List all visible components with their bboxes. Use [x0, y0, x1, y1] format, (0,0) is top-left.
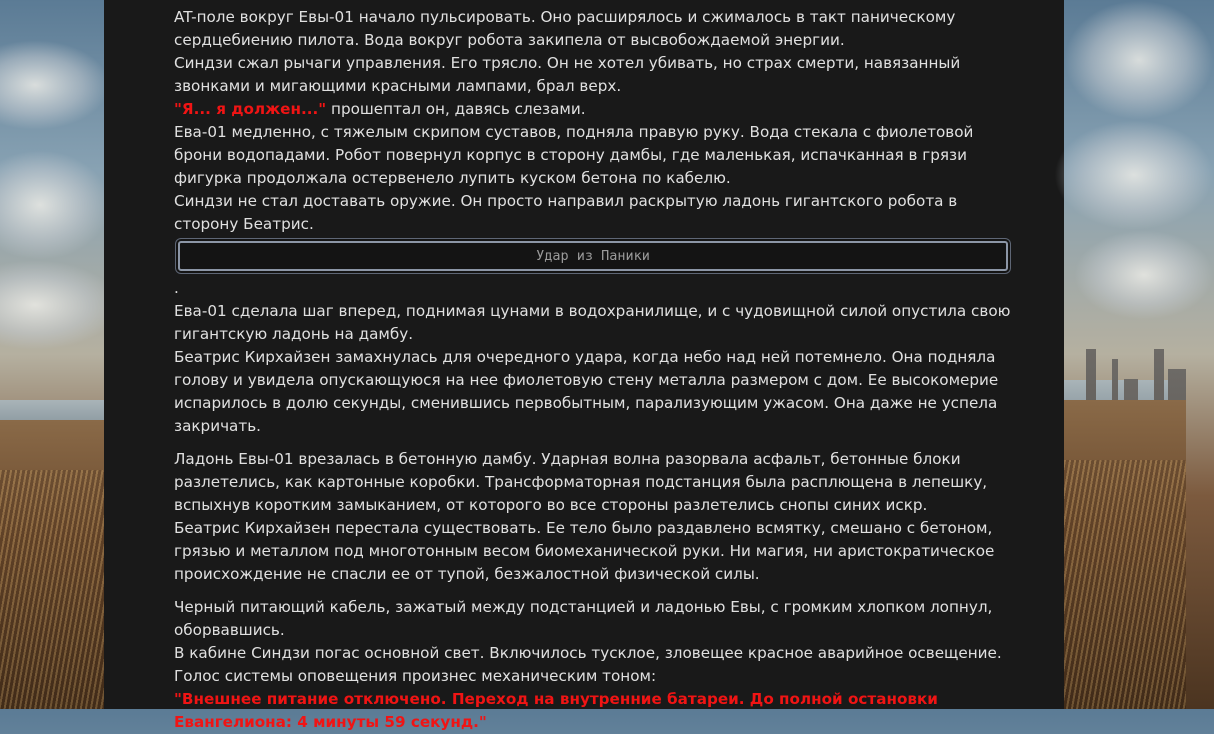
paragraph-gap	[174, 586, 1014, 596]
story-paragraph: Синдзи сжал рычаги управления. Его трясло. Он не хотел убивать, но страх смерти, навязанный звонками и мигающими красными лампами, брал верх.	[174, 54, 961, 95]
dialogue-line	[174, 98, 1014, 121]
system-announcement: "Внешнее питание отключено. Переход на внутренние батареи. До полной остановки Евангелиона: 4 минуты 59 секунд."	[174, 690, 938, 731]
story-paragraph: Беатрис Кирхайзен перестала существовать. Ее тело было раздавлено всмятку, смешано с бетоном, грязью и металлом под многотонным весом биомеханической руки. Ни магия, ни аристократическое происхождение не спасли ее от тупой, безжалостной физической силы.	[174, 519, 995, 583]
story-paragraph: Черный питающий кабель, зажатый между подстанцией и ладонью Евы, с громким хлопком лопнул, оборвавшись.	[174, 598, 993, 639]
story-paragraph: Беатрис Кирхайзен замахнулась для очередного удара, когда небо над ней потемнело. Она подняла голову и увидела опускающуюся на нее фиолетовую стену металла размером с дом. Ее высокомерие испарилось в долю секунды, сменившись первобытным, парализующим ужасом. Она даже не успела закричать.	[174, 348, 999, 435]
story-panel	[104, 0, 1064, 731]
story-paragraph: Голос системы оповещения произнес механическим тоном:	[174, 667, 657, 685]
story-paragraph: Ева-01 сделала шаг вперед, поднимая цунами в водохранилище, и с чудовищной силой опустила свою гигантскую ладонь на дамбу.	[174, 302, 1011, 343]
story-paragraph: Ладонь Евы-01 врезалась в бетонную дамбу. Ударная волна разорвала асфальт, бетонные блоки разлетелись, как картонные коробки. Трансформаторная подстанция была расплющена в лепешку, вспыхнув коротким замыканием, от которого во все стороны разлетелись снопы синих искр.	[174, 450, 988, 514]
story-paragraph: Синдзи не стал доставать оружие. Он просто направил раскрытую ладонь гигантского робота в сторону Беатрис.	[174, 192, 958, 233]
dialogue-quote: "Я... я должен..."	[174, 100, 327, 118]
separator-dot: .	[174, 279, 179, 297]
story-paragraph: В кабине Синдзи погас основной свет. Включилось тусклое, зловещее красное аварийное освещение.	[174, 644, 1002, 662]
background-scenery-right	[1064, 0, 1186, 709]
panic-strike-button[interactable]: Удар из Паники	[176, 239, 1010, 273]
story-paragraph: AT-поле вокруг Евы-01 начало пульсировать. Оно расширялось и сжималось в такт паническому сердцебиению пилота. Вода вокруг робота закипела от высвобождаемой энергии.	[174, 8, 956, 49]
story-content	[174, 6, 1014, 734]
background-scenery-left	[0, 0, 104, 709]
paragraph-gap	[174, 438, 1014, 448]
dialogue-tail: прошептал он, давясь слезами.	[326, 100, 586, 118]
story-paragraph: Ева-01 медленно, с тяжелым скрипом суставов, подняла правую руку. Вода стекала с фиолетовой брони водопадами. Робот повернул корпус в сторону дамбы, где маленькая, испачканная в грязи фигурка продолжала остервенело лупить куском бетона по кабелю.	[174, 123, 974, 187]
